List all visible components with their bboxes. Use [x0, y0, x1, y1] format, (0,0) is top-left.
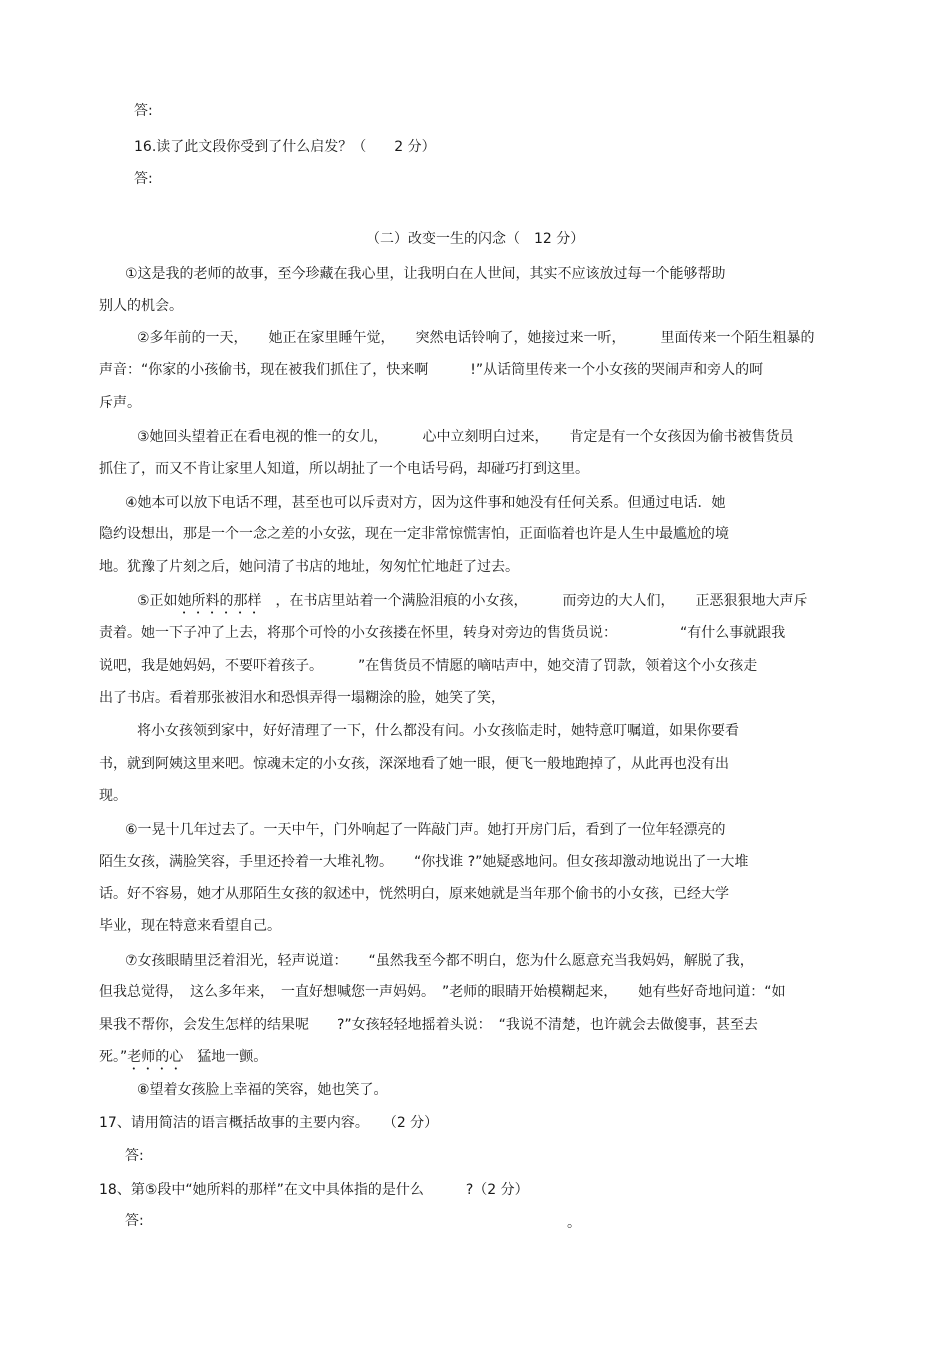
paragraph-line: ③她回头望着正在看电视的惟一的女儿， 心中立刻明白过来， 肯定是有一个女孩因为偷书被售货员 — [137, 429, 794, 445]
paragraph-line: 但我总觉得， 这么多年来， 一直好想喊您一声妈妈。 ”老师的眼睛开始模糊起来， 她有些好奇地问道：“如 — [99, 984, 786, 1000]
paragraph-line: ②多年前的一天， 她正在家里睡午觉， 突然电话铃响了，她接过来一听， 里面传来一个陌生粗暴的 — [137, 330, 815, 346]
paragraph-line: 隐约设想出，那是一个一念之差的小女弦，现在一定非常惊慌害怕，正面临着也许是人生中最尴尬的境 — [99, 526, 729, 542]
paragraph-line: ④她本可以放下电话不理，甚至也可以斥责对方，因为这件事和她没有任何关系。但通过电话．她 — [125, 495, 726, 511]
paragraph-line: 说吧，我是她妈妈，不要吓着孩子。 ”在售货员不情愿的嘀咕声中，她交清了罚款，领着这个小女孩走 — [99, 658, 758, 674]
paragraph-line: 果我不帮你，会发生怎样的结果呢 ?”女孩轻轻地摇着头说： “我说不清楚，也许就会去做傻事，甚至去 — [99, 1017, 758, 1033]
paragraph-line: 声音：“你家的小孩偷书，现在被我们抓住了，快来啊 !”从话筒里传来一个小女孩的哭闹声和旁人的呵 — [99, 362, 764, 378]
paragraph-line: ⑦女孩眼睛里泛着泪光，轻声说道： “虽然我至今都不明白，您为什么愿意充当我妈妈，解脱了我， — [125, 953, 754, 969]
text-segment: ⑤正如 — [137, 593, 178, 609]
paragraph-line: 话。好不容易，她才从那陌生女孩的叙述中，恍然明白，原来她就是当年那个偷书的小女孩，已经大学 — [99, 886, 729, 902]
answer-period: 。 — [567, 1215, 581, 1231]
paragraph-line: 毕业，现在特意来看望自己。 — [99, 918, 281, 934]
paragraph-line — [99, 1047, 267, 1073]
paragraph-line — [137, 591, 808, 617]
answer-label: 答: — [125, 1213, 144, 1229]
paragraph-line: 地。犹豫了片刻之后，她问清了书店的地址，匆匆忙忙地赶了过去。 — [99, 559, 519, 575]
text-segment: 死。” — [99, 1049, 128, 1065]
paragraph-line: 抓住了，而又不肯让家里人知道，所以胡扯了一个电话号码，却碰巧打到这里。 — [99, 461, 589, 477]
emphasized-phrase: 老师的心 — [127, 1049, 184, 1065]
answer-label: 答: — [125, 1148, 144, 1164]
paragraph-line: ⑧望着女孩脸上幸福的笑容，她也笑了。 — [137, 1082, 388, 1098]
question-17: 17、请用简洁的语言概括故事的主要内容。 （2 分） — [99, 1115, 439, 1131]
paragraph-line: 将小女孩领到家中，好好清理了一下，什么都没有问。小女孩临走时，她特意叮嘱道，如果你要看 — [137, 723, 739, 739]
emphasized-phrase: 她所料的那样 — [177, 593, 262, 609]
question-18: 18、第⑤段中“她所料的那样”在文中具体指的是什么 ?（2 分） — [99, 1182, 529, 1198]
paragraph-line: 陌生女孩，满脸笑容，手里还拎着一大堆礼物。 “你找谁 ?”她疑惑地问。但女孩却激动地说出了一大堆 — [99, 854, 749, 870]
paragraph-line: 别人的机会。 — [99, 298, 183, 314]
paragraph-line: 责着。她一下子冲了上去，将那个可怜的小女孩搂在怀里，转身对旁边的售货员说： “有什么事就跟我 — [99, 625, 786, 641]
paragraph-line: ①这是我的老师的故事，至今珍藏在我心里，让我明白在人世间，其实不应该放过每一个能够帮助 — [125, 266, 726, 282]
answer-label: 答: — [134, 103, 153, 119]
paragraph-line: 斥声。 — [99, 395, 141, 411]
paragraph-line: 现。 — [99, 788, 127, 804]
paragraph-line: ⑥一晃十几年过去了。一天中午，门外响起了一阵敲门声。她打开房门后，看到了一位年轻漂亮的 — [125, 822, 726, 838]
question-16: 16.读了此文段你受到了什么启发？（ 2 分） — [134, 139, 436, 155]
passage-title: （二）改变一生的闪念（ 12 分） — [366, 231, 585, 247]
paragraph-line: 出了书店。看着那张被泪水和恐惧弄得一塌糊涂的脸，她笑了笑， — [99, 690, 505, 706]
text-segment: ，在书店里站着一个满脸泪痕的小女孩， 而旁边的大人们， 正恶狠狠地大声斥 — [261, 593, 808, 609]
answer-label: 答: — [134, 171, 153, 187]
paragraph-line: 书，就到阿姨这里来吧。惊魂未定的小女孩，深深地看了她一眼，便飞一般地跑掉了，从此再也没有出 — [99, 756, 729, 772]
text-segment: 猛地一颤。 — [183, 1049, 268, 1065]
